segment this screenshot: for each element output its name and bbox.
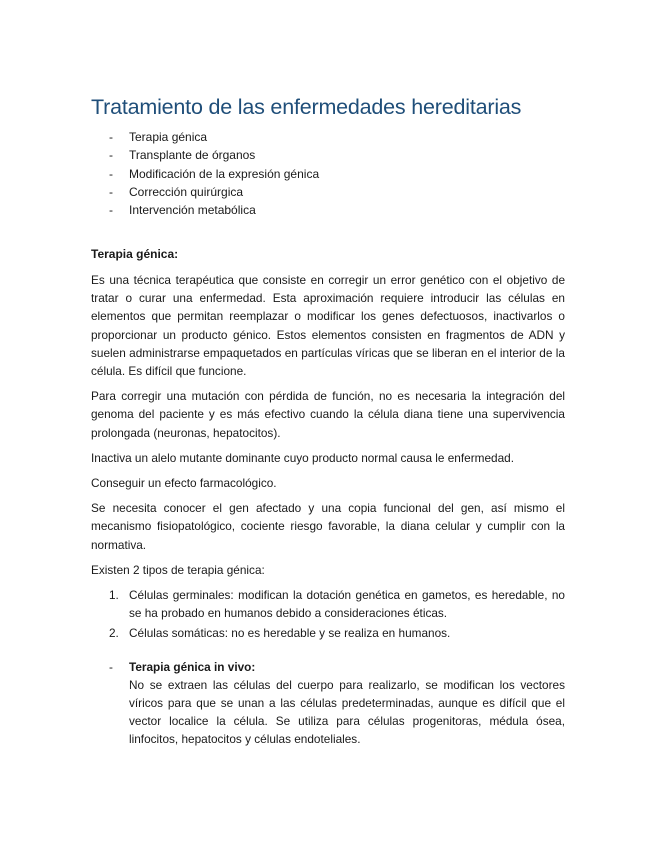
paragraph: Se necesita conocer el gen afectado y una copia funcional del gen, así mismo el mecanismo fisiopatológico, cociente riesgo favorable, la diana celular y cumplir con la normativa. (91, 501, 565, 552)
item-number: 2. (109, 626, 119, 641)
list-item (109, 128, 319, 146)
list-item-text: Terapia génica (129, 130, 208, 144)
document-body (91, 245, 565, 749)
numbered-item (91, 586, 565, 622)
bullet-dash: - (109, 203, 113, 218)
numbered-item-text: Células germinales: modifican la dotación genética en gametos, es heredable, no se ha probado en humanos debido a consideraciones éticas. (129, 588, 565, 621)
page-title: Tratamiento de las enfermedades hereditarias (91, 95, 522, 119)
paragraph: Conseguir un efecto farmacológico. (91, 476, 277, 491)
bullet-dash: - (109, 184, 113, 199)
in-vivo-section (91, 658, 565, 749)
bullet-dash: - (109, 148, 113, 163)
numbered-item-text: Células somáticas: no es heredable y se realiza en humanos. (129, 626, 451, 641)
numbered-item (91, 624, 565, 642)
list-item-text: Modificación de la expresión génica (129, 166, 320, 181)
list-item (109, 183, 319, 201)
paragraph: Es una técnica terapéutica que consiste en corregir un error genético con el objetivo de tratar o curar una enfermedad. Esta aproximación requiere introducir las células en elementos que permitan reemplazar o modificar los genes defectuosos, inactivarlos o proporcionar un producto génico. Estos elementos consisten en fragmentos de ADN y suelen administrarse empaquetados en partículas víricas que se liberan en el interior de la célula. Es difícil que funcione. (91, 273, 565, 379)
list-item-text: Corrección quirúrgica (129, 184, 244, 199)
bullet-dash: - (109, 166, 113, 181)
paragraph: Para corregir una mutación con pérdida de función, no es necesaria la integración del genoma del paciente y es más efectivo cuando la célula diana tiene una supervivencia prolongada (neuronas, hepatocitos). (91, 389, 565, 440)
subsection-heading: Terapia génica in vivo: (129, 659, 256, 674)
list-item-text: Transplante de órganos (129, 148, 256, 163)
bullet-dash: - (109, 659, 113, 674)
section-heading: Terapia génica: (91, 247, 179, 261)
list-item (109, 201, 319, 219)
paragraph: Existen 2 tipos de terapia génica: (91, 562, 265, 577)
treatment-list (109, 128, 319, 219)
item-number: 1. (109, 588, 119, 603)
list-item-text: Intervención metabólica (129, 203, 256, 218)
list-item (109, 146, 319, 164)
list-item (109, 165, 319, 183)
therapy-types-list (91, 586, 565, 643)
bullet-dash: - (109, 130, 113, 144)
subsection-text: No se extraen las células del cuerpo para realizarlo, se modifican los vectores víricos para que se unan a las células predeterminadas, aunque es difícil que el vector localice la célula. Se utiliza para células progenitoras, médula ósea, linfocitos, hepatocitos y células endoteliales. (129, 677, 565, 747)
paragraph: Inactiva un alelo mutante dominante cuyo producto normal causa le enfermedad. (91, 450, 514, 465)
